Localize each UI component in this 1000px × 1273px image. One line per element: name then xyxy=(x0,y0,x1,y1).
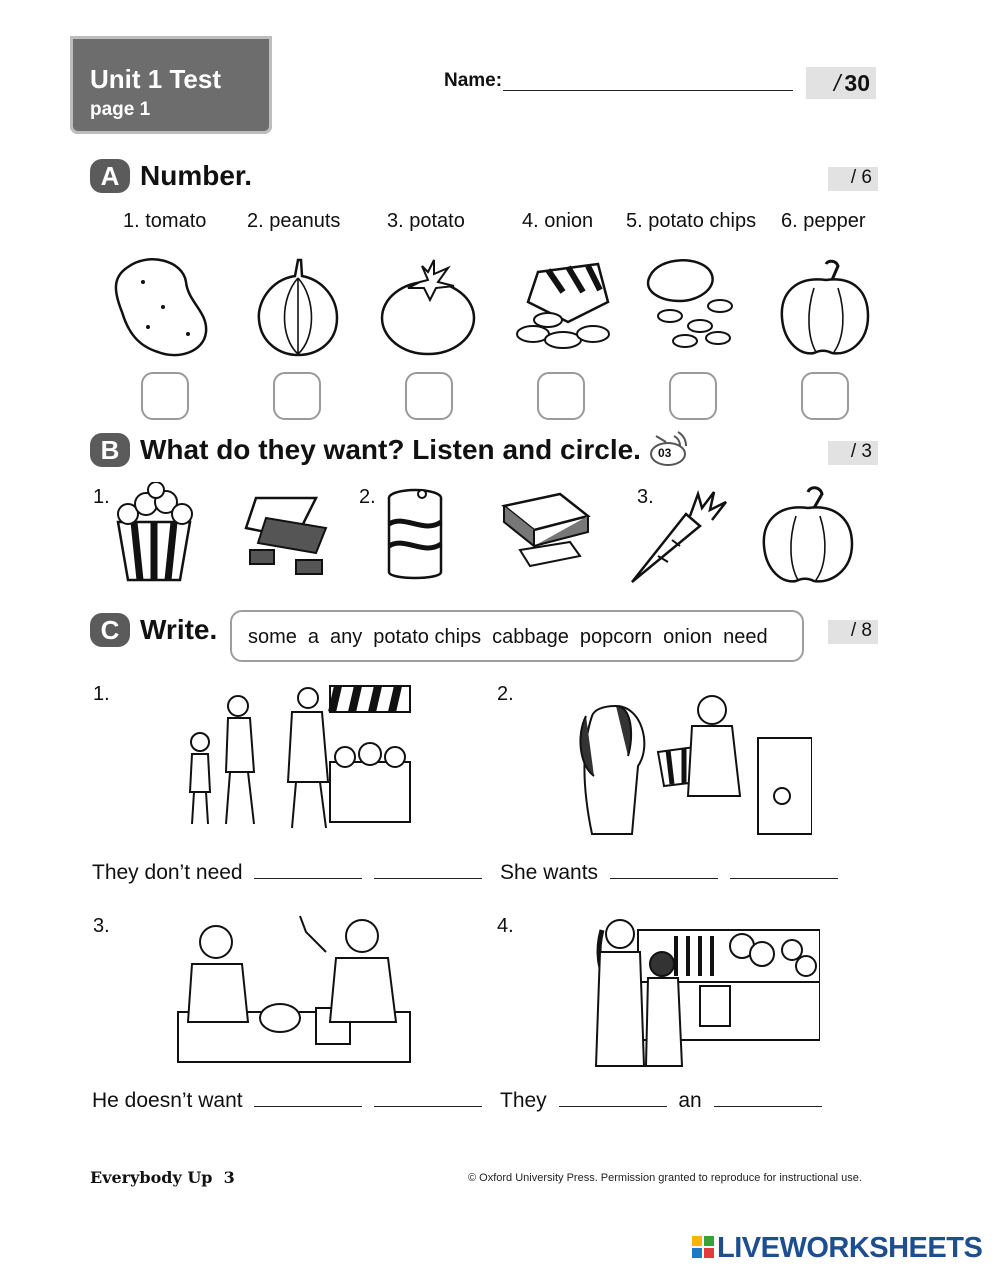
question-2-sentence xyxy=(500,860,838,885)
b-item-2-number: 2. xyxy=(359,486,376,508)
tomato-picture xyxy=(378,258,478,356)
answer-box-1[interactable] xyxy=(141,372,189,420)
label-5: 5. potato chips xyxy=(626,210,757,232)
footer-copyright: © Oxford University Press. Permission granted to reproduce for instructional use. xyxy=(468,1172,862,1184)
scene-4-produce xyxy=(592,912,820,1068)
question-3-blank-2[interactable] xyxy=(374,1088,482,1107)
question-1-sentence xyxy=(92,860,482,885)
gum-choice[interactable] xyxy=(500,486,596,572)
chocolate-choice[interactable] xyxy=(236,488,336,578)
question-3-sentence xyxy=(92,1088,482,1113)
question-4-number: 4. xyxy=(497,915,514,937)
section-b-score: / 3 xyxy=(828,441,878,465)
potato-chips-picture xyxy=(508,262,620,354)
word-bank-word: potato chips xyxy=(373,626,482,648)
scene-2-popcorn xyxy=(572,686,812,836)
question-1-text: They don’t need xyxy=(92,861,243,884)
answer-box-4[interactable] xyxy=(537,372,585,420)
question-3-number: 3. xyxy=(93,915,110,937)
page-label: page 1 xyxy=(90,99,151,120)
potato-picture xyxy=(108,252,213,360)
name-field[interactable] xyxy=(503,89,793,91)
question-4-middle: an xyxy=(678,1089,702,1112)
unit-title: Unit 1 Test xyxy=(90,64,221,94)
answer-box-2[interactable] xyxy=(273,372,321,420)
audio-track-icon[interactable] xyxy=(648,430,688,466)
popcorn-choice[interactable] xyxy=(108,482,200,582)
label-4: 4. onion xyxy=(522,210,594,232)
section-a-score: / 6 xyxy=(828,167,878,191)
liveworksheets-logo[interactable]: LIVEWORKSHEETS xyxy=(717,1232,983,1264)
section-b-letter: B xyxy=(90,433,130,467)
question-4-text: They xyxy=(500,1089,547,1112)
label-6: 6. pepper xyxy=(781,210,866,232)
section-b-title: What do they want? Listen and circle. xyxy=(140,434,641,465)
unit-tab xyxy=(70,36,272,134)
footer-brand: Everybody Up 3 xyxy=(90,1168,235,1187)
pepper-picture xyxy=(776,258,874,358)
question-2-text: She wants xyxy=(500,861,599,884)
audio-track-number: 03 xyxy=(658,446,672,460)
section-c-score: / 8 xyxy=(828,620,878,644)
b-item-3-number: 3. xyxy=(637,486,654,508)
label-1: 1. tomato xyxy=(123,210,207,232)
answer-box-3[interactable] xyxy=(405,372,453,420)
question-2-number: 2. xyxy=(497,683,514,705)
question-4-blank-2[interactable] xyxy=(714,1088,822,1107)
question-4-sentence xyxy=(500,1088,822,1113)
word-bank-word: cabbage xyxy=(492,626,569,648)
answer-box-6[interactable] xyxy=(801,372,849,420)
section-c-letter: C xyxy=(90,613,130,647)
section-a-letter: A xyxy=(90,159,130,193)
word-bank xyxy=(230,610,804,662)
soda-can-choice[interactable] xyxy=(384,484,446,582)
total-slash: / xyxy=(834,70,841,96)
question-2-blank-2[interactable] xyxy=(730,860,838,879)
label-3: 3. potato xyxy=(387,210,465,232)
answer-box-5[interactable] xyxy=(669,372,717,420)
question-4-blank-1[interactable] xyxy=(559,1088,667,1107)
onion-picture xyxy=(255,258,341,358)
question-2-blank-1[interactable] xyxy=(610,860,718,879)
section-c-title: Write. xyxy=(140,614,218,645)
word-bank-word: a xyxy=(307,626,320,648)
scene-3-counter xyxy=(176,912,412,1064)
liveworksheets-icon xyxy=(692,1236,714,1258)
word-bank-word: onion xyxy=(663,626,713,648)
b-item-1-number: 1. xyxy=(93,486,110,508)
peanuts-picture xyxy=(640,256,740,354)
word-bank-word: any xyxy=(330,626,363,648)
question-3-text: He doesn’t want xyxy=(92,1089,243,1112)
section-a-title: Number. xyxy=(140,160,253,191)
name-label: Name: xyxy=(444,70,503,91)
word-bank-word: some xyxy=(248,626,297,648)
total-score: 30 xyxy=(844,70,870,96)
carrot-choice[interactable] xyxy=(628,486,728,584)
scene-1-market xyxy=(180,682,412,832)
question-1-blank-1[interactable] xyxy=(254,860,362,879)
word-bank-word: need xyxy=(723,626,768,648)
question-3-blank-1[interactable] xyxy=(254,1088,362,1107)
total-score-box xyxy=(806,67,876,99)
question-1-blank-2[interactable] xyxy=(374,860,482,879)
pepper-choice[interactable] xyxy=(758,486,858,584)
word-bank-word: popcorn xyxy=(579,626,653,648)
question-1-number: 1. xyxy=(93,683,110,705)
label-2: 2. peanuts xyxy=(247,210,341,232)
